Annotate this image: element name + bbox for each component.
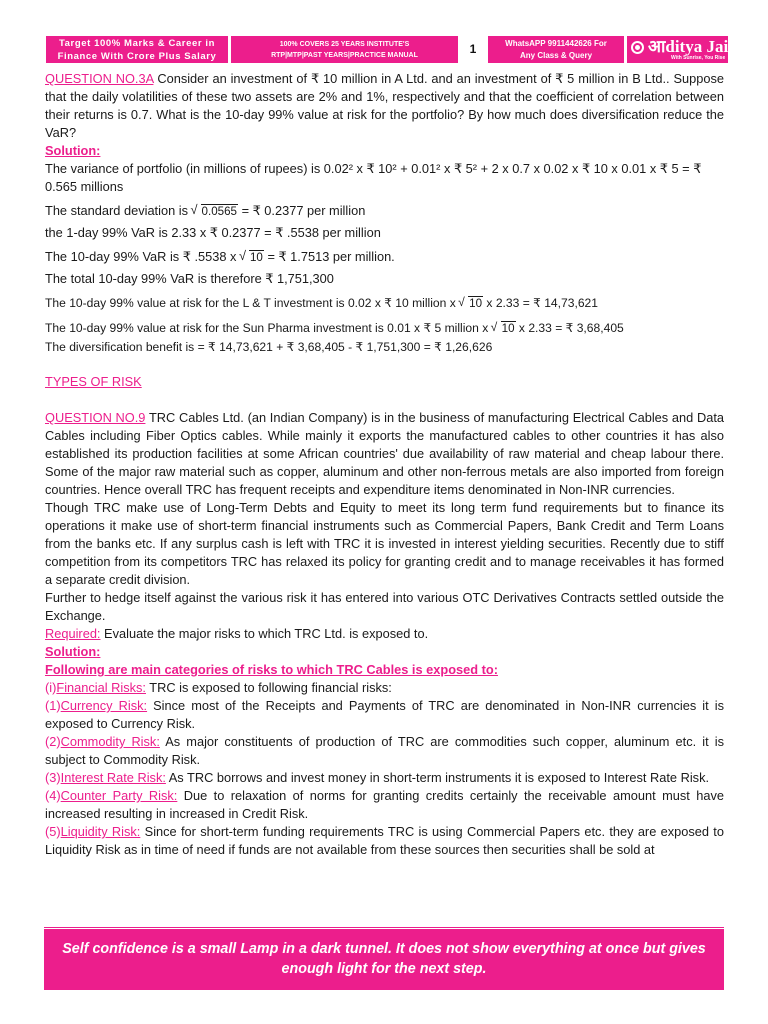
risk-item-label: Currency Risk: <box>60 698 148 713</box>
types-of-risk-heading: TYPES OF RISK <box>45 374 142 389</box>
sp-post: x 2.33 = ₹ 3,68,405 <box>515 321 624 335</box>
sd-pre: The standard deviation is <box>45 203 192 218</box>
risk-item-num: (1) <box>45 698 61 713</box>
risk-item-label: Interest Rate Risk: <box>60 770 166 785</box>
footer-quote-banner <box>44 929 724 990</box>
sp-radicand: 10 <box>501 322 515 335</box>
risk-item-text: As major constituents of production of TRC are commodities such copper, aluminum etc. it is subject to Commodity Risk. <box>45 734 725 767</box>
lt-post: x 2.33 = ₹ 14,73,621 <box>483 296 599 310</box>
sd-radicand: 0.0565 <box>201 205 238 218</box>
diversification-line: The diversification benefit is = ₹ 14,73,621 + ₹ 3,68,405 - ₹ 1,751,300 = ₹ 1,26,626 <box>45 340 493 354</box>
risk-categories-heading: Following are main categories of risks to which TRC Cables is exposed to: <box>45 662 498 677</box>
page-header <box>46 36 738 63</box>
marks-career-line-1: Target 100% Marks & Career in <box>58 38 216 49</box>
question-9-para-3: Further to hedge itself against the various risk it has entered into various OTC Derivatives Contracts settled outside the Exchange. <box>45 590 724 623</box>
question-3a-text: Consider an investment of ₹ 10 million in A Ltd. and an investment of ₹ 5 million in B Ltd.. Suppose that the daily volatilities of these two assets are 2% and 1%, respectively and that the coefficient of correlation between their returns is 0.7. What is the 10-day 99% value at risk for the portfolio? By how much does diversification reduce the VaR? <box>45 71 724 140</box>
var10-pre: The 10-day 99% VaR is ₹ .5538 x <box>45 249 240 264</box>
page-content <box>45 70 724 859</box>
financial-risks-line <box>45 679 724 697</box>
required-text: Evaluate the major risks to which TRC Ltd. is exposed to. <box>100 626 429 641</box>
lt-pre: The 10-day 99% value at risk for the L & T investment is 0.02 x ₹ 10 million x <box>45 296 460 310</box>
whatsapp-banner <box>488 36 624 63</box>
solution-label: Solution: <box>45 143 101 158</box>
coverage-line-2: RTP|MTP|PAST YEARS|PRACTICE MANUAL <box>271 52 418 59</box>
financial-risks-text: TRC is exposed to following financial risks: <box>145 680 392 695</box>
page-number: 1 <box>469 42 477 56</box>
risk-item-counter-party <box>45 787 724 823</box>
risk-item-currency <box>45 697 724 733</box>
risk-item-text: Since most of the Receipts and Payments of TRC are denominated in Non-INR currencies it is exposed to Currency Risk. <box>45 698 725 731</box>
risk-item-num: (5) <box>45 824 61 839</box>
risk-item-label: Counter Party Risk: <box>60 788 178 803</box>
sun-icon <box>631 41 644 54</box>
var10-sqrt <box>240 248 264 267</box>
risk-item-num: (3) <box>45 770 61 785</box>
risk-item-commodity <box>45 733 724 769</box>
footer-divider <box>44 927 724 928</box>
financial-risks-num: (i) <box>45 680 57 695</box>
question-9-para-2: Though TRC make use of Long-Term Debts and Equity to meet its long term fund requirements but to finance its operations it make use of short-term financial instruments such as Commercial Papers, Bank Credit and Term Loans from the banks etc. If any surplus cash is left with TRC it is invested in interest yielding securities. Recently due to stiff competition from its competitors TRC has relaxed its policy for granting credit and to manage receivables it has formed a separate credit division. <box>45 500 724 587</box>
sp-pre: The 10-day 99% value at risk for the Sun Pharma investment is 0.01 x ₹ 5 million x <box>45 321 492 335</box>
var10-line <box>45 248 724 267</box>
sp-var-line <box>45 319 724 338</box>
sd-line <box>45 202 724 221</box>
logo-name: आditya Jain <box>648 37 738 56</box>
question-9-para-1 <box>45 409 724 499</box>
sp-sqrt <box>492 319 516 338</box>
risk-item-text: As TRC borrows and invest money in short-term instruments it is exposed to Interest Rate Risk. <box>165 770 710 785</box>
marks-career-banner <box>46 36 228 63</box>
footer-quote-line-2: enough light for the next step. <box>281 961 487 977</box>
var10-radicand: 10 <box>249 251 263 264</box>
lt-radicand: 10 <box>469 297 483 310</box>
question-3a <box>45 70 724 142</box>
var1-line: the 1-day 99% VaR is 2.33 x ₹ 0.2377 = ₹ .5538 per million <box>45 225 381 240</box>
var10-post: = ₹ 1.7513 per million. <box>263 249 395 264</box>
required-line <box>45 625 724 643</box>
required-label: Required: <box>45 626 101 641</box>
question-9-para-1-text: TRC Cables Ltd. (an Indian Company) is in the business of manufacturing Electrical Cables and Data Cables including Fiber Optics cables. While mainly it exports the manufactured cables to other countries it has also established its production facilities at some African countries' due availability of raw material and cheap labour there. Some of the major raw material such as copper, aluminum and other non-ferrous metals are also imported from foreign countries. Hence overall TRC has frequent receipts and expenditure items denominated in Non-INR currencies. <box>45 410 725 497</box>
whatsapp-line-2: Any Class & Query <box>519 51 593 60</box>
risk-item-label: Commodity Risk: <box>60 734 160 749</box>
question-9-heading: QUESTION NO.9 <box>45 410 146 425</box>
financial-risks-label: Financial Risks: <box>56 680 146 695</box>
logo-tagline: With Sunrise, You Rise <box>671 55 726 61</box>
marks-career-line-2: Finance With Crore Plus Salary <box>57 51 217 62</box>
sd-post: = ₹ 0.2377 per million <box>238 203 366 218</box>
lt-sqrt <box>459 294 483 313</box>
risk-item-num: (4) <box>45 788 61 803</box>
brand-logo <box>627 36 738 63</box>
solution-label-2: Solution: <box>45 644 101 659</box>
variance-line: The variance of portfolio (in millions of rupees) is 0.02² x ₹ 10² + 0.01² x ₹ 5² + 2 x 0.7 x 0.02 x ₹ 10 x 0.01 x ₹ 5 = ₹ 0.565 millions <box>45 161 702 194</box>
lt-var-line <box>45 294 724 313</box>
risk-item-text: Due to relaxation of norms for granting credits certainly the receivable amount must have increased resulting in increased in Credit Risk. <box>45 788 724 821</box>
risk-item-num: (2) <box>45 734 61 749</box>
risk-item-interest-rate <box>45 769 724 787</box>
risk-item-text: Since for short-term funding requirements TRC is using Commercial Papers etc. they are exposed to Liquidity Risk as in time of need if funds are not available from these sources then securities shall be sold at <box>45 824 724 857</box>
risk-item-label: Liquidity Risk: <box>60 824 141 839</box>
coverage-line-1: 100% COVERS 25 YEARS INSTITUTE'S <box>279 41 410 48</box>
coverage-banner <box>231 36 458 63</box>
question-3a-heading: QUESTION NO.3A <box>45 71 154 86</box>
sd-sqrt <box>192 202 238 221</box>
total-var-line: The total 10-day 99% VaR is therefore ₹ 1,751,300 <box>45 271 334 286</box>
footer-quote-line-1: Self confidence is a small Lamp in a dark tunnel. It does not show everything at once but gives <box>62 941 706 957</box>
risk-item-liquidity <box>45 823 724 859</box>
whatsapp-line-1: WhatsAPP 9911442626 For <box>505 39 607 48</box>
